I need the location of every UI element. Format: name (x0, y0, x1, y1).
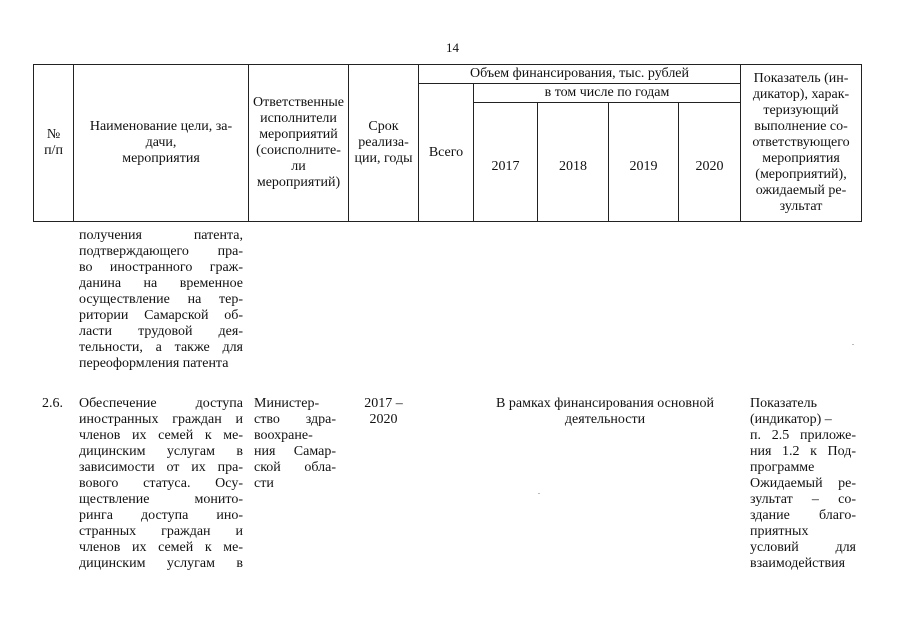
header-year-label: 2019 (629, 159, 658, 174)
text-line: ритории Самарской об- (79, 308, 243, 323)
header-ind-line: мероприятия (762, 151, 840, 166)
page-number: 14 (446, 40, 459, 55)
header-total (418, 83, 474, 222)
row-funding (460, 396, 750, 428)
text-line: Министер- (254, 396, 320, 411)
header-total-label: Всего (428, 144, 464, 160)
text-line: Обеспечение доступа (79, 396, 243, 411)
header-year-label: 2018 (559, 159, 587, 174)
header-ind-line: ожидаемый ре- (755, 183, 847, 198)
header-resp-line: мероприятий) (256, 175, 341, 190)
text-line: программе (750, 460, 815, 475)
text-line: ской обла- (254, 460, 336, 475)
header-term (348, 64, 419, 222)
header-name-line: дачи, (145, 135, 177, 150)
header-by-years (473, 83, 741, 103)
header-indicator (740, 64, 862, 222)
text-line: 2020 (369, 412, 398, 427)
header-name-line: мероприятия (122, 151, 200, 166)
text-line: данина на временное (79, 276, 243, 291)
text-line: деятельности (564, 412, 646, 427)
text-line: ство здра- (254, 412, 336, 427)
text-line: во иностранного граж- (79, 260, 243, 275)
row-responsible (254, 396, 336, 492)
text-line: иностранных граждан и (79, 412, 243, 427)
row-name (79, 396, 243, 572)
text-line: ния Самар- (254, 444, 336, 459)
header-year-2020 (678, 102, 741, 222)
header-num (33, 64, 74, 222)
text-line: ласти трудовой дея- (79, 324, 243, 339)
header-term-line: ции, годы (354, 151, 413, 166)
text-line: подтверждающего пра- (79, 244, 243, 259)
header-ind-line: (мероприятий), (755, 167, 847, 182)
header-by-years-label: в том числе по годам (544, 85, 670, 100)
text-line: переоформления патента (79, 356, 229, 371)
text-line: ществление монито- (79, 492, 243, 507)
text-line: дицинским услугам в (79, 444, 243, 459)
text-line: взаимодействия (750, 556, 846, 571)
header-term-line: реализа- (358, 135, 409, 150)
header-year-2018 (537, 102, 609, 222)
text-line: тельности, а также для (79, 340, 243, 355)
text-line: членов их семей к ме- (79, 540, 243, 555)
header-name (73, 64, 249, 222)
text-line: зультат – со- (750, 492, 856, 507)
header-funding (418, 64, 741, 84)
header-resp-line: мероприятий (259, 127, 338, 142)
header-ind-line: зультат (779, 199, 823, 214)
text-line: членов их семей к ме- (79, 428, 243, 443)
header-year-label: 2020 (695, 159, 724, 174)
header-num-line: п/п (44, 143, 63, 158)
row-term (348, 396, 419, 428)
text-line: приятных (750, 524, 809, 539)
header-responsible (248, 64, 349, 222)
header-resp-line: (соисполните- (256, 143, 341, 158)
text-line: В рамках финансирования основной (496, 396, 714, 411)
scan-speck (852, 344, 854, 345)
text-line: здание благо- (750, 508, 856, 523)
header-name-line: Наименование цели, за- (89, 119, 233, 134)
text-line: 2017 – (364, 396, 403, 411)
header-num-line: № (46, 127, 61, 142)
header-resp-line: ли (291, 159, 306, 174)
text-line: зависимости от их пра- (79, 460, 243, 475)
row-number: 2.6. (42, 396, 63, 411)
continuation-text (79, 228, 243, 372)
text-line: п. 2.5 приложе- (750, 428, 856, 443)
header-year-2017 (473, 102, 538, 222)
text-line: условий для (750, 540, 856, 555)
text-line: сти (254, 476, 274, 491)
header-ind-line: Показатель (ин- (753, 71, 849, 86)
row-indicator (750, 396, 856, 572)
header-ind-line: выполнение со- (754, 119, 848, 134)
header-term-line: Срок (368, 119, 399, 134)
header-resp-line: Ответственные (253, 95, 344, 110)
header-ind-line: теризующий (763, 103, 839, 118)
header-funding-label: Объем финансирования, тыс. рублей (469, 66, 690, 81)
text-line: вового статуса. Осу- (79, 476, 243, 491)
header-ind-line: дикатор), харак- (752, 87, 850, 102)
text-line: странных граждан и (79, 524, 243, 539)
text-line: Ожидаемый ре- (750, 476, 856, 491)
text-line: ния 1.2 к Под- (750, 444, 856, 459)
header-year-2019 (608, 102, 679, 222)
text-line: осуществление на тер- (79, 292, 243, 307)
text-line: получения патента, (79, 228, 243, 243)
text-line: Показатель (750, 396, 817, 411)
header-ind-line: ответствующего (752, 135, 850, 150)
text-line: ринга доступа ино- (79, 508, 243, 523)
scan-speck (538, 493, 540, 494)
text-line: (индикатор) – (750, 412, 832, 427)
text-line: дицинским услугам в (79, 556, 243, 571)
header-year-label: 2017 (491, 159, 520, 174)
header-resp-line: исполнители (260, 111, 337, 126)
text-line: воохране- (254, 428, 313, 443)
